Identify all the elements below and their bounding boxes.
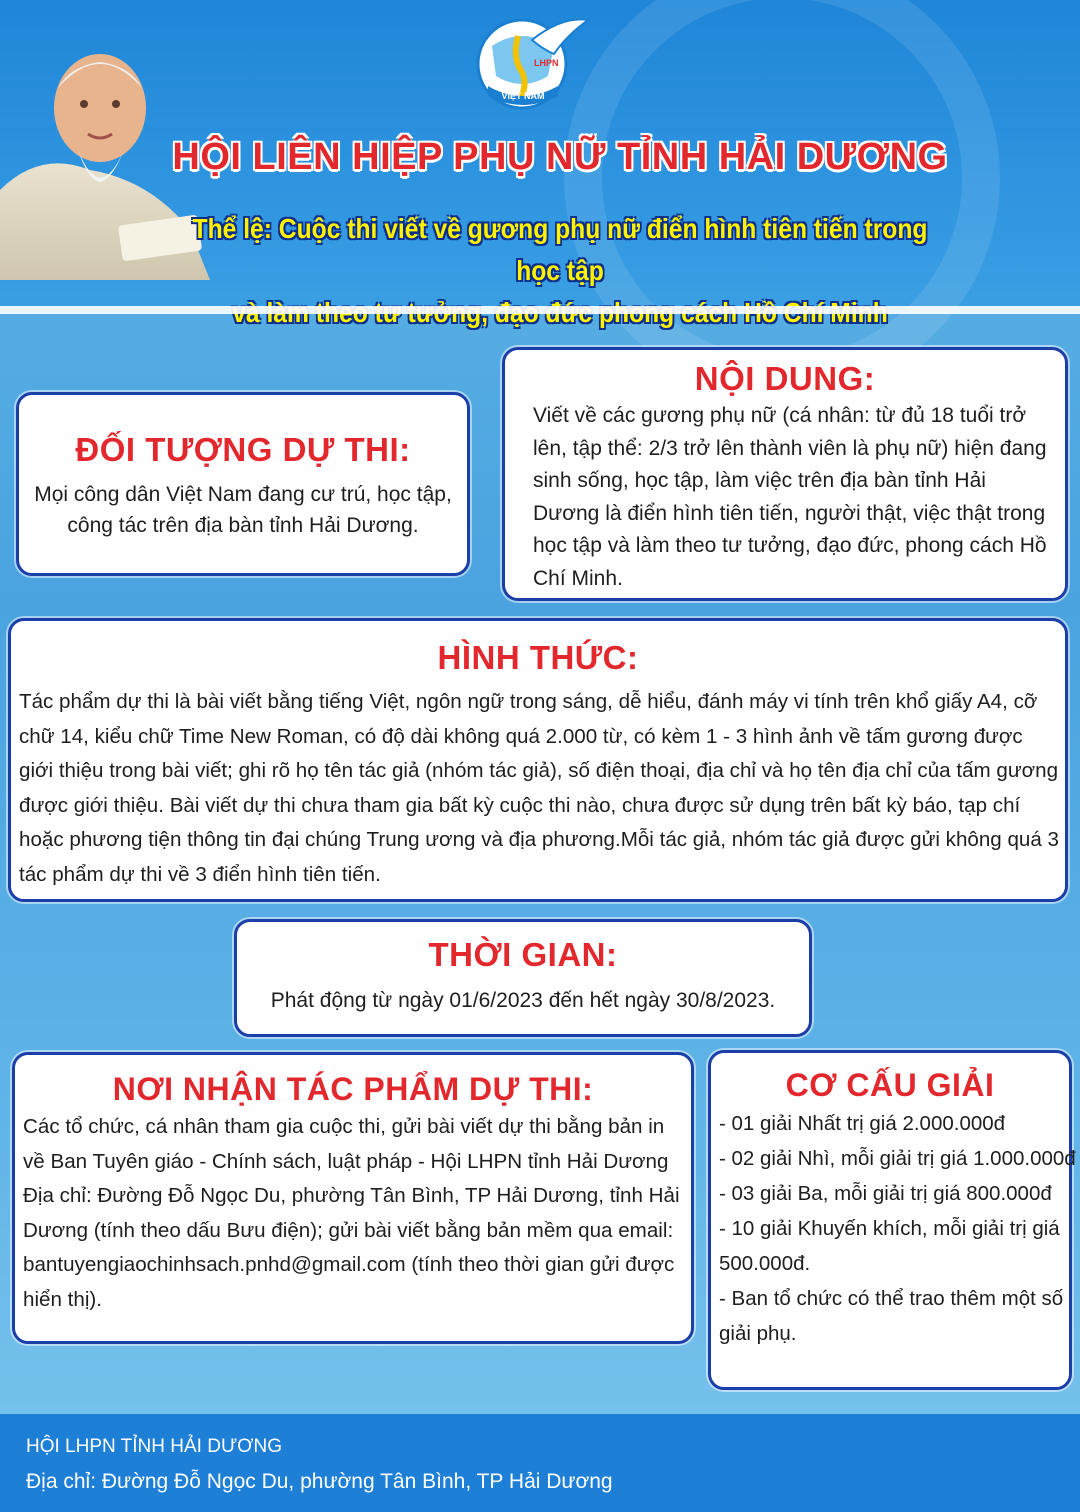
eligibility-card xyxy=(16,392,470,576)
prize-item: - 03 giải Ba, mỗi giải trị giá 800.000đ xyxy=(719,1182,1052,1205)
prize-item: - 01 giải Nhất trị giá 2.000.000đ xyxy=(719,1112,1006,1135)
content-heading: NỘI DUNG: xyxy=(694,360,876,397)
subtitle-line-1: Thể lệ: Cuộc thi viết về gương phụ nữ điển hình tiên tiến trong học tập xyxy=(192,213,928,286)
format-heading: HÌNH THỨC: xyxy=(437,639,639,676)
prize-item: - Ban tổ chức có thể trao thêm một số giải phụ. xyxy=(719,1287,1064,1345)
prize-list xyxy=(711,1106,1076,1351)
logo-label: LHPN xyxy=(534,58,559,68)
org-title: HỘI LIÊN HIỆP PHỤ NỮ TỈNH HẢI DƯƠNG xyxy=(172,136,948,178)
lhpn-logo xyxy=(462,6,592,116)
submission-text: Các tổ chức, cá nhân tham gia cuộc thi, gửi bài viết dự thi bằng bản in về Ban Tuyên giáo - Chính sách, luật pháp - Hội LHPN tỉnh Hải Dương Địa chỉ: Đường Đỗ Ngọc Du, phường Tân Bình, TP Hải Dương, tỉnh Hải Dương (tính theo dấu Bưu điện); gửi bài viết bằng bản mềm qua email: bantuyengiaochinhsach.pnhd@gmail.com (tính theo thời gian gửi được hiển thị). xyxy=(23,1115,680,1311)
format-text: Tác phẩm dự thi là bài viết bằng tiếng Việt, ngôn ngữ trong sáng, dễ hiểu, đánh máy vi tính trên khổ giấy A4, cỡ chữ 14, kiểu chữ Time New Roman, có độ dài không quá 2.000 từ, có kèm 1 - 3 hình ảnh về tấm gương được giới thiệu trong bài viết; ghi rõ họ tên tác giả (nhóm tác giả), số điện thoại, địa chỉ và họ tên địa chỉ của tấm gương được giới thiệu. Bài viết dự thi chưa tham gia bất kỳ cuộc thi nào, chưa được sử dụng trên bất kỳ báo, tạp chí hoặc phương tiện thông tin đại chúng Trung ương và địa phương.Mỗi tác giả, nhóm tác giả được gửi không quá 3 tác phẩm dự thi về 3 điển hình tiên tiến. xyxy=(19,690,1060,886)
eligibility-text: Mọi công dân Việt Nam đang cư trú, học tập, công tác trên địa bàn tỉnh Hải Dương. xyxy=(34,483,452,537)
content-card xyxy=(502,347,1068,601)
submission-card xyxy=(12,1052,694,1344)
contest-subtitle xyxy=(173,208,947,334)
prize-card xyxy=(708,1050,1076,1390)
time-heading: THỜI GIAN: xyxy=(428,936,618,973)
submission-heading: NƠI NHẬN TÁC PHẨM DỰ THI: xyxy=(112,1071,594,1107)
content-text: Viết về các gương phụ nữ (cá nhân: từ đủ 18 tuổi trở lên, tập thể: 2/3 trở lên thành viên là phụ nữ) hiện đang sinh sống, học tập, làm việc trên địa bàn tỉnh Hải Dương là điển hình tiên tiến, người thật, việc thật trong học tập và làm theo tư tưởng, đạo đức, phong cách Hồ Chí Minh. xyxy=(533,404,1047,590)
prize-heading: CƠ CẤU GIẢI xyxy=(785,1067,995,1103)
logo-country: VIỆT NAM xyxy=(501,91,545,101)
prize-item: - 10 giải Khuyến khích, mỗi giải trị giá 500.000đ. xyxy=(719,1217,1060,1275)
header-divider xyxy=(0,306,1080,314)
header-banner xyxy=(0,0,1080,312)
footer-org: HỘI LHPN TỈNH HẢI DƯƠNG xyxy=(26,1436,282,1457)
time-text: Phát động từ ngày 01/6/2023 đến hết ngày 30/8/2023. xyxy=(270,989,776,1012)
time-card xyxy=(234,919,812,1037)
prize-item: - 02 giải Nhì, mỗi giải trị giá 1.000.000đ xyxy=(719,1147,1076,1170)
footer-address: Địa chỉ: Đường Đỗ Ngọc Du, phường Tân Bình, TP Hải Dương xyxy=(26,1470,613,1493)
eligibility-heading: ĐỐI TƯỢNG DỰ THI: xyxy=(75,431,411,468)
format-card xyxy=(8,618,1068,902)
decorative-ring xyxy=(564,0,1000,396)
footer xyxy=(0,1414,1080,1512)
